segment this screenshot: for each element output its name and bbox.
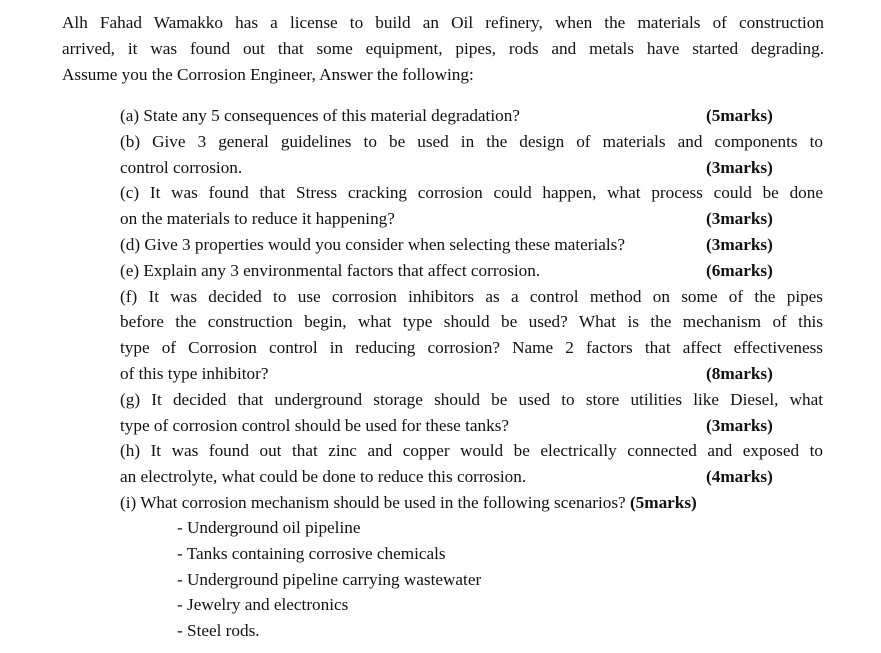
question-f-marks: (8marks) xyxy=(706,363,773,383)
question-c-line-1: (c) It was found that Stress cracking corrosion could happen, what process could be done xyxy=(120,183,823,203)
question-f xyxy=(120,361,823,387)
question-h-line-1: (h) It was found out that zinc and copper would be electrically connected and exposed to xyxy=(120,441,823,461)
question-f-line-1: (f) It was decided to use corrosion inhibitors as a control method on some of the pipes xyxy=(120,286,823,306)
scenario-item: - Steel rods. xyxy=(177,621,260,641)
intro-line-1: Alh Fahad Wamakko has a license to build an Oil refinery, when the materials of construction xyxy=(62,13,824,32)
question-f-line-2: before the construction begin, what type should be used? What is the mechanism of this xyxy=(120,312,823,332)
question-b xyxy=(120,155,823,181)
question-b-line-1: (b) Give 3 general guidelines to be used in the design of materials and components to xyxy=(120,131,823,151)
question-d xyxy=(120,232,823,258)
question-e xyxy=(120,258,823,284)
scenario-item: - Underground pipeline carrying wastewater xyxy=(177,569,482,589)
intro-line-3: Assume you the Corrosion Engineer, Answer the following: xyxy=(62,65,474,84)
question-h xyxy=(120,464,823,490)
question-g-line-1: (g) It decided that underground storage should be used to store utilities like Diesel, what xyxy=(120,389,823,409)
intro-line-2: arrived, it was found out that some equipment, pipes, rods and metals have started degrading. xyxy=(62,39,824,58)
question-g-text: type of corrosion control should be used for these tanks? xyxy=(120,415,510,435)
scenario-item: - Tanks containing corrosive chemicals xyxy=(177,543,446,563)
question-g-marks: (3marks) xyxy=(706,415,773,435)
question-d-marks: (3marks) xyxy=(706,234,773,254)
question-i-marks: (5marks) xyxy=(629,492,697,512)
question-c xyxy=(120,206,823,232)
scenario-item: - Underground oil pipeline xyxy=(177,518,361,537)
intro-paragraph xyxy=(62,10,824,88)
question-a xyxy=(120,103,823,129)
question-g xyxy=(120,413,823,439)
question-e-text: (e) Explain any 3 environmental factors that affect corrosion. xyxy=(120,260,541,280)
question-c-text: on the materials to reduce it happening? xyxy=(120,209,395,229)
question-d-text: (d) Give 3 properties would you consider when selecting these materials? xyxy=(120,234,625,254)
question-f-line-3: type of Corrosion control in reducing corrosion? Name 2 factors that affect effectiveness xyxy=(120,338,823,358)
question-b-text: control corrosion. xyxy=(120,157,243,177)
scenario-item: - Jewelry and electronics xyxy=(177,595,349,615)
question-c-marks: (3marks) xyxy=(706,209,773,229)
question-i-text: (i) What corrosion mechanism should be used in the following scenarios? xyxy=(120,492,626,512)
question-b-marks: (3marks) xyxy=(706,157,773,177)
question-a-marks: (5marks) xyxy=(706,106,773,125)
question-f-text: of this type inhibitor? xyxy=(120,363,269,383)
question-e-marks: (6marks) xyxy=(706,260,773,280)
question-list xyxy=(120,103,823,516)
question-a-text: (a) State any 5 consequences of this material degradation? xyxy=(120,106,520,125)
question-i xyxy=(120,490,823,516)
scenario-list xyxy=(177,515,481,644)
question-h-text: an electrolyte, what could be done to reduce this corrosion. xyxy=(120,467,527,487)
question-h-marks: (4marks) xyxy=(706,467,773,487)
